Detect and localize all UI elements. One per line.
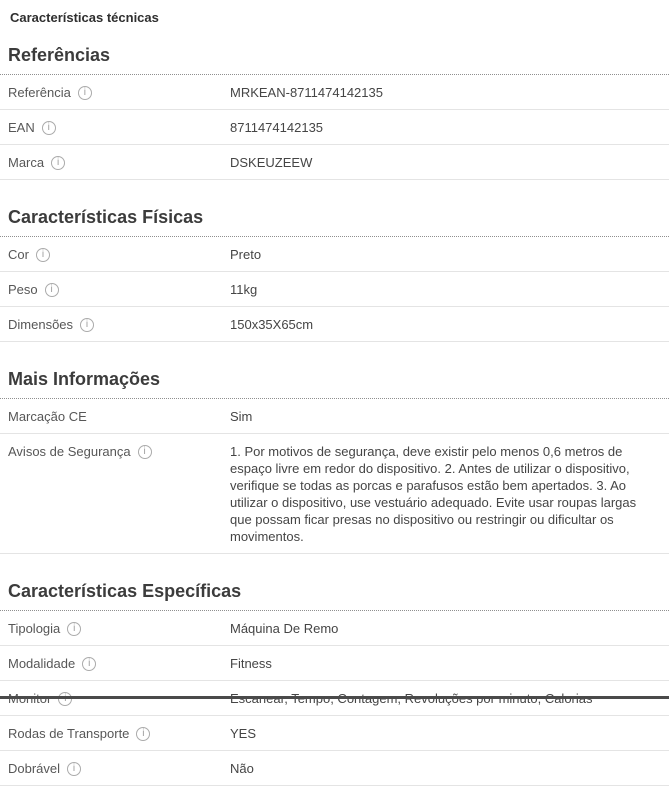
info-icon[interactable]: i [136, 727, 150, 741]
row-value: Máquina De Remo [230, 621, 339, 636]
spec-row-cor [0, 237, 669, 272]
row-label-text: Dobrável [8, 761, 61, 776]
row-value: 8711474142135 [230, 120, 324, 135]
info-icon[interactable]: i [51, 156, 65, 170]
row-label [8, 84, 230, 101]
section-heading: Referências [8, 45, 111, 65]
spec-row-marca [0, 145, 669, 180]
section-heading: Características Físicas [8, 207, 204, 227]
row-label [8, 281, 230, 298]
page-title: Características técnicas [10, 10, 159, 25]
row-value: DSKEUZEEW [230, 155, 313, 170]
section-referencias [0, 44, 669, 180]
row-value: Sim [230, 409, 253, 424]
info-icon[interactable]: i [78, 86, 92, 100]
row-label-text: Rodas de Transporte [8, 726, 130, 741]
row-value: MRKEAN-8711474142135 [230, 85, 383, 100]
section-mais-informacoes [0, 368, 669, 554]
row-label [8, 760, 230, 777]
section-heading: Mais Informações [8, 369, 161, 389]
row-label [8, 408, 230, 425]
row-label-text: Peso [8, 282, 38, 297]
row-label-text: Modalidade [8, 656, 76, 671]
row-label [8, 119, 230, 136]
info-icon[interactable]: i [82, 657, 96, 671]
row-label-text: Dimensões [8, 317, 74, 332]
row-label [8, 316, 230, 333]
row-value: Não [230, 761, 254, 776]
info-icon[interactable]: i [45, 283, 59, 297]
info-icon[interactable]: i [67, 622, 81, 636]
spec-row-marcacao-ce [0, 399, 669, 434]
row-label-text: Referência [8, 85, 71, 100]
info-icon[interactable]: i [80, 318, 94, 332]
spec-row-dimensoes [0, 307, 669, 342]
row-value: YES [230, 726, 257, 741]
info-icon[interactable]: i [138, 445, 152, 459]
spec-row-referencia [0, 75, 669, 110]
row-label [8, 725, 230, 742]
row-label-text: EAN [8, 120, 35, 135]
row-value: 150x35X65cm [230, 317, 314, 332]
section-heading: Características Específicas [8, 581, 242, 601]
row-value: 11kg [230, 282, 258, 297]
spec-row-rodas-de-transporte [0, 716, 669, 751]
row-label [8, 620, 230, 637]
row-value: 1. Por motivos de segurança, deve existir pelo menos 0,6 metros de espaço livre em redor do dispositivo. 2. Antes de utilizar o dispositivo, verifique se todas as porcas e parafusos estão bem apertados. 3. Ao utilizar o dispositivo, use vestuário adequado. Evite usar roupas largas que possam ficar presas no dispositivo ou restringir ou dificultar os movimentos. [230, 444, 637, 544]
spec-row-ean [0, 110, 669, 145]
row-label-text: Marcação CE [8, 409, 87, 424]
info-icon[interactable]: i [36, 248, 50, 262]
row-label-text: Tipologia [8, 621, 61, 636]
row-label [8, 443, 230, 460]
spec-row-dobravel [0, 751, 669, 786]
row-label-text: Cor [8, 247, 29, 262]
row-label-text: Marca [8, 155, 45, 170]
spec-row-modalidade [0, 646, 669, 681]
row-value: Fitness [230, 656, 272, 671]
section-caracteristicas-fisicas [0, 206, 669, 342]
row-label [8, 246, 230, 263]
info-icon[interactable]: i [67, 762, 81, 776]
section-caracteristicas-especificas [0, 580, 669, 786]
spec-row-peso [0, 272, 669, 307]
row-label-text: Avisos de Segurança [8, 444, 131, 459]
spec-row-tipologia [0, 611, 669, 646]
spec-row-avisos-de-seguranca [0, 434, 669, 554]
row-value: Preto [230, 247, 262, 262]
info-icon[interactable]: i [42, 121, 56, 135]
row-label [8, 655, 230, 672]
row-label [8, 154, 230, 171]
